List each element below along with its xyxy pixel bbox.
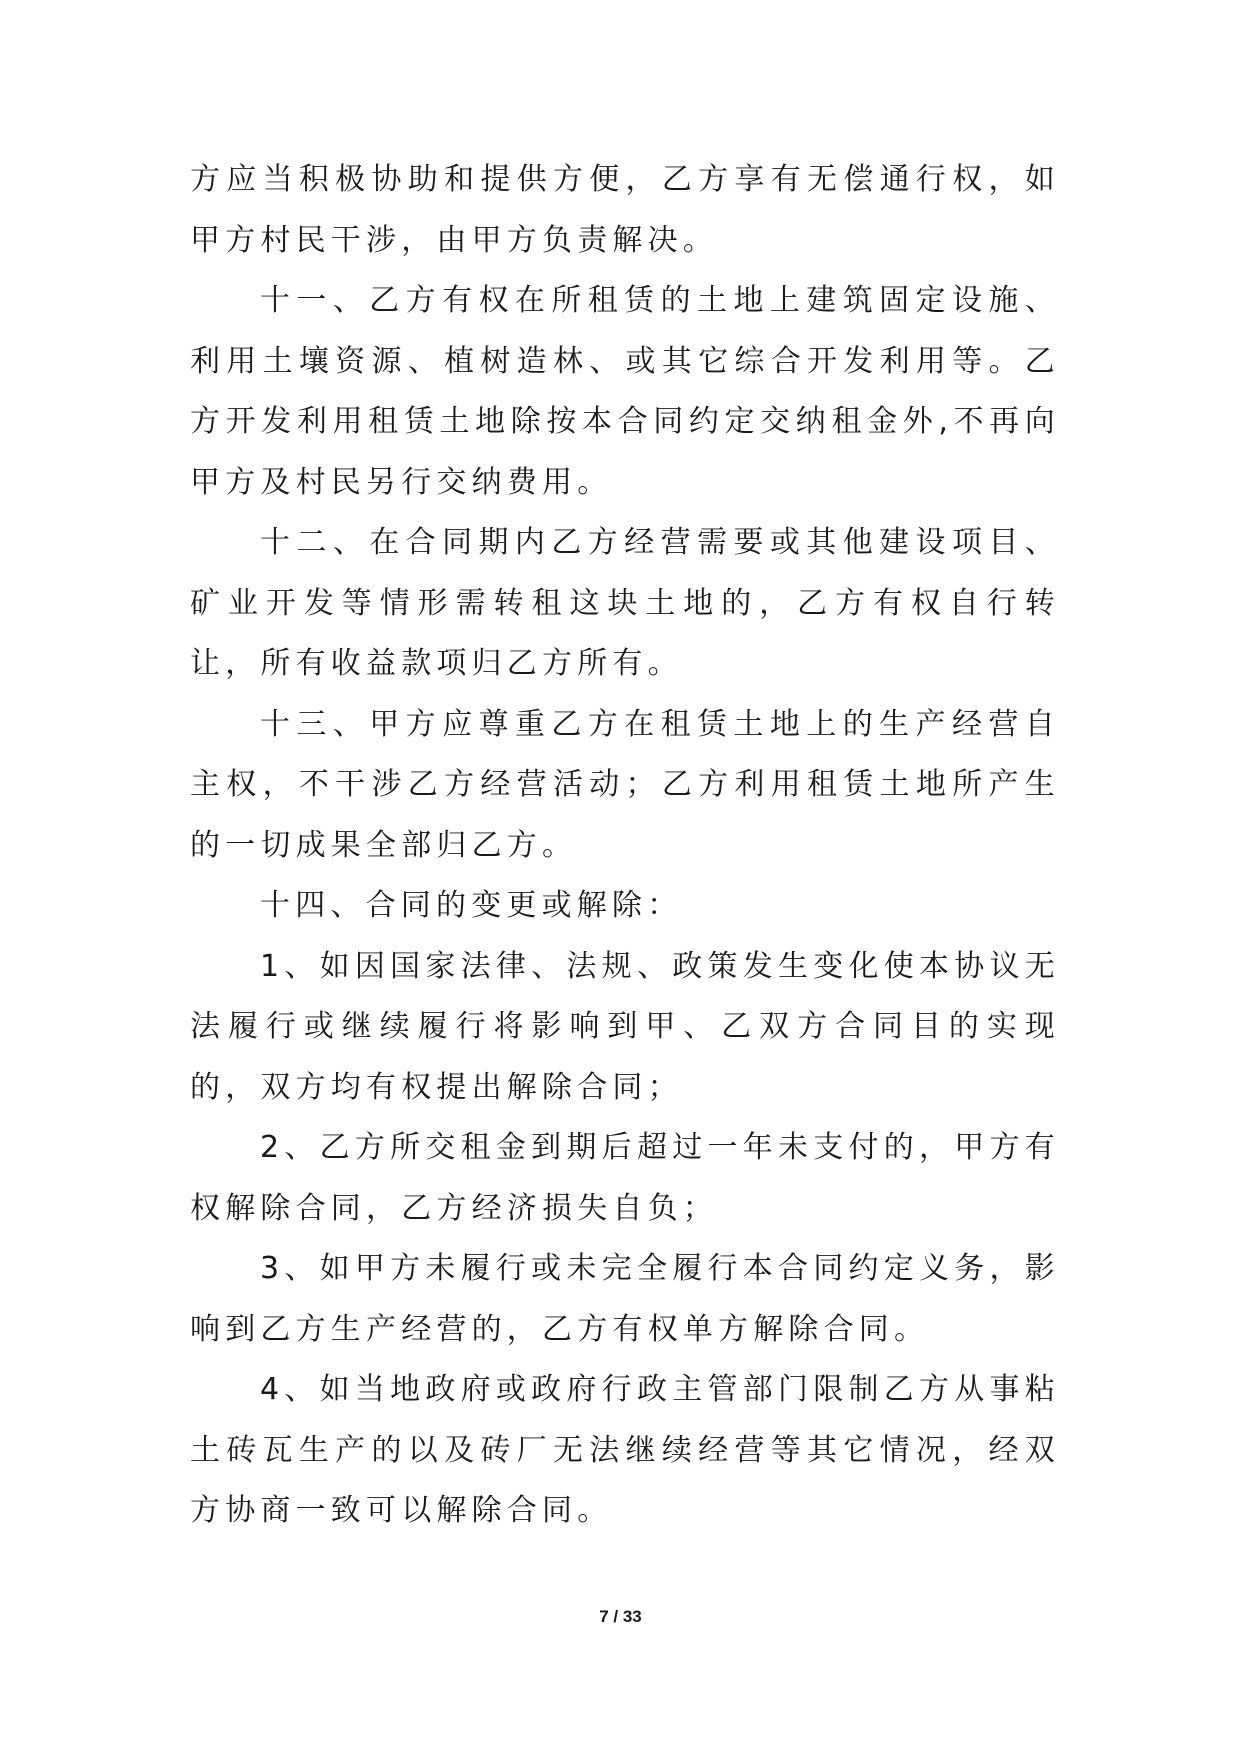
paragraph-item-4: 4、如当地政府或政府行政主管部门限制乙方从事粘土砖瓦生产的以及砖厂无法继续经营等其它情况，经双方协商一致可以解除合同。 [190, 1372, 1060, 1528]
paragraph-item-1: 1、如因国家法律、法规、政策发生变化使本协议无法履行或继续履行将影响到甲、乙双方合同目的实现的，双方均有权提出解除合同； [190, 948, 1060, 1105]
paragraph-clause-12: 十二、在合同期内乙方经营需要或其他建设项目、矿业开发等情形需转租这块土地的，乙方有权自行转让，所有收益款项归乙方所有。 [190, 525, 1060, 681]
document-body [190, 150, 1060, 1542]
paragraph-clause-14-heading: 十四、合同的变更或解除： [260, 888, 683, 923]
page-number: 7 / 33 [599, 1607, 642, 1626]
paragraph-item-3: 3、如甲方未履行或未完全履行本合同约定义务，影响到乙方生产经营的，乙方有权单方解除合同。 [190, 1251, 1060, 1347]
paragraph-clause-13: 十三、甲方应尊重乙方在租赁土地上的生产经营自主权，不干涉乙方经营活动；乙方利用租赁土地所产生的一切成果全部归乙方。 [190, 706, 1060, 863]
paragraph-item-2: 2、乙方所交租金到期后超过一年未支付的，甲方有权解除合同，乙方经济损失自负； [190, 1130, 1060, 1226]
paragraph-clause-11: 十一、乙方有权在所租赁的土地上建筑固定设施、利用土壤资源、植树造林、或其它综合开发利用等。乙方开发利用租赁土地除按本合同约定交纳租金外,不再向甲方及村民另行交纳费用。 [190, 283, 1060, 500]
paragraph-continuation: 方应当积极协助和提供方便，乙方享有无偿通行权，如甲方村民干涉，由甲方负责解决。 [190, 162, 1060, 258]
